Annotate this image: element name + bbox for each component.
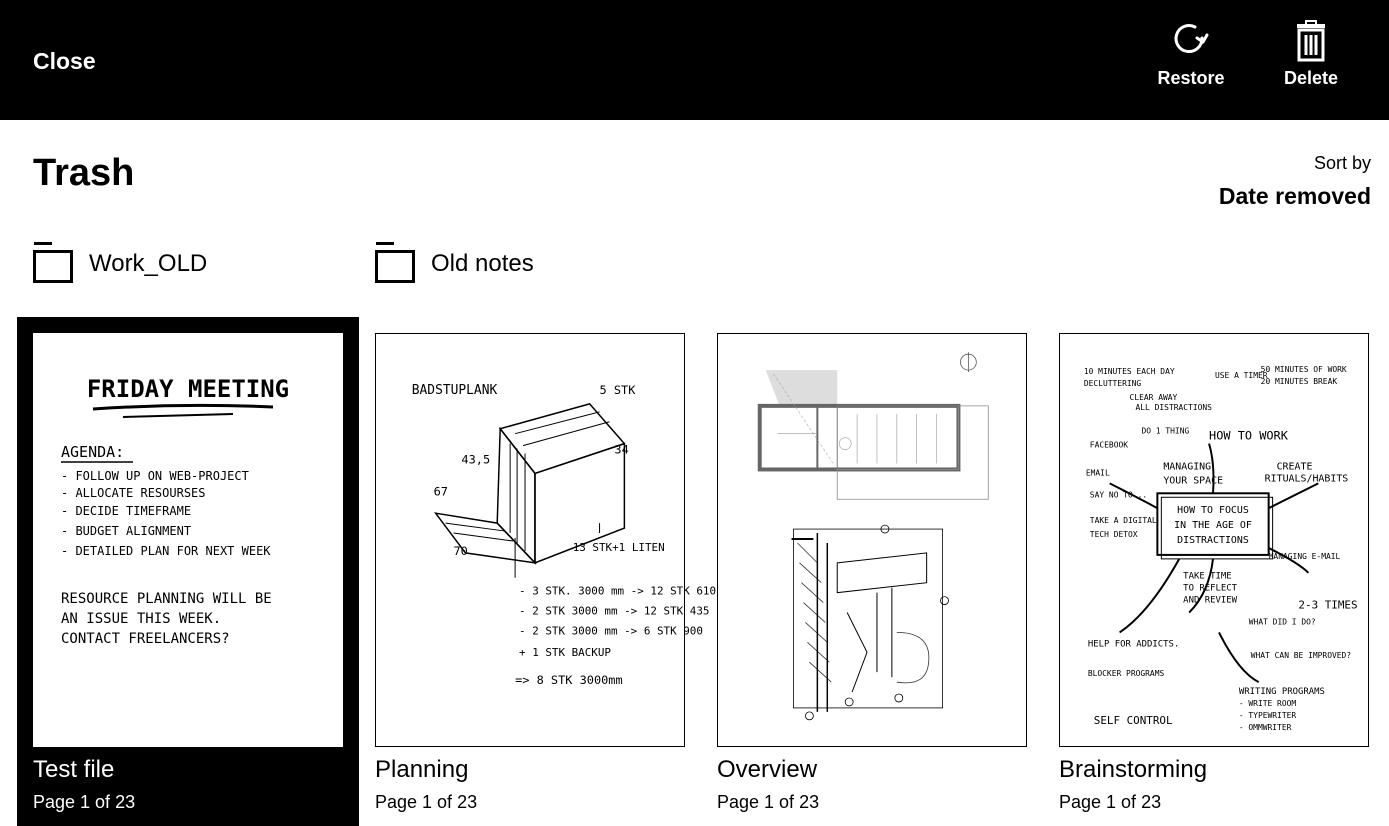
file-thumbnail [717, 333, 1027, 747]
sketch-line: CONTACT FREELANCERS? [61, 631, 230, 647]
restore-label: Restore [1157, 68, 1225, 88]
sketch-line: - BUDGET ALIGNMENT [61, 524, 192, 538]
folder-icon [375, 242, 417, 284]
sketch-line: => 8 STK 3000mm [515, 673, 623, 688]
file-card-brainstorming[interactable] [1043, 317, 1385, 826]
sketch-note: EMAIL [1085, 468, 1110, 478]
restore-icon [1169, 18, 1213, 62]
sketch-note: - TYPEWRITER [1238, 710, 1297, 720]
sketch-line: - ALLOCATE RESOURSES [61, 486, 206, 500]
floorplan-sketch [718, 334, 1026, 746]
file-page-count: Page 1 of 23 [33, 792, 136, 812]
file-thumbnail [33, 333, 343, 747]
sketch-center: DISTRACTIONS [1177, 534, 1249, 546]
sketch-note: 2-3 TIMES [1298, 598, 1358, 612]
delete-button[interactable] [1266, 18, 1356, 89]
file-page-count: Page 1 of 23 [375, 792, 478, 812]
file-card-planning[interactable] [359, 317, 717, 826]
sketch-note: 10 MINUTES EACH DAY [1083, 367, 1175, 377]
folder-name: Work_OLD [89, 250, 208, 277]
close-button[interactable]: Close [33, 48, 96, 74]
folder-item[interactable] [375, 242, 675, 284]
sketch-line: - DECIDE TIMEFRAME [61, 504, 192, 518]
sketch-label: 70 [453, 543, 468, 558]
sketch-label: 43,5 [461, 452, 491, 467]
file-thumbnail [1059, 333, 1369, 747]
sketch-note: SELF CONTROL [1093, 713, 1173, 727]
sketch-note: 20 MINUTES BREAK [1260, 377, 1338, 387]
sketch-label: 13 STK+1 LITEN [572, 540, 665, 554]
file-card-overview[interactable] [701, 317, 1043, 826]
sketch-note: DO 1 THING [1141, 426, 1190, 436]
sketch-note: FACEBOOK [1089, 440, 1129, 450]
delete-label: Delete [1283, 68, 1339, 88]
sketch-line: + 1 STK BACKUP [519, 646, 612, 660]
sketch-note: TAKE TIME [1183, 571, 1232, 582]
file-title: Test file [33, 756, 115, 783]
file-page-count: Page 1 of 23 [717, 792, 820, 812]
sketch-note: CLEAR AWAY [1129, 392, 1178, 402]
sketch-note: DECLUTTERING [1083, 379, 1142, 388]
sketch-line: RESOURCE PLANNING WILL BE [61, 591, 272, 607]
file-card-test-file[interactable] [17, 317, 359, 826]
top-toolbar [0, 0, 1389, 120]
sketch-note: CREATE [1276, 461, 1313, 473]
sketch-note: AND REVIEW [1183, 595, 1238, 606]
sketch-note: ALL DISTRACTIONS [1135, 402, 1212, 412]
sketch-note: HELP FOR ADDICTS. [1087, 639, 1180, 650]
sketch-heading: BADSTUPLANK [411, 382, 498, 398]
sketch-note: WRITING PROGRAMS [1238, 687, 1325, 697]
sketch-agenda: AGENDA: [61, 443, 125, 461]
restore-button[interactable] [1146, 18, 1236, 89]
sketch-note: 50 MINUTES OF WORK [1260, 365, 1347, 375]
folder-icon [33, 242, 75, 284]
sketch-note: TO REFLECT [1183, 583, 1238, 594]
sketch-note: SAY NO TO... [1089, 490, 1148, 500]
sketch-note: WHAT CAN BE IMPROVED? [1250, 651, 1352, 661]
mindmap-sketch [1060, 334, 1368, 746]
sketch-note: BLOCKER PROGRAMS [1087, 669, 1165, 679]
sketch-note: RITUALS/HABITS [1264, 473, 1349, 485]
sketch-heading: FRIDAY MEETING [86, 375, 290, 403]
sketch-note: USE A TIMER [1214, 371, 1268, 381]
sketch-note: YOUR SPACE [1163, 475, 1224, 487]
sketch-note: TAKE A DIGITAL [1089, 516, 1157, 526]
sketch-note: TECH DETOX [1089, 530, 1138, 540]
file-title: Brainstorming [1059, 756, 1208, 783]
sketch-note: - OMMWRITER [1238, 722, 1292, 732]
sketch-note: MANAGING [1163, 461, 1212, 473]
folder-name: Old notes [431, 250, 534, 277]
file-page-count: Page 1 of 23 [1059, 792, 1162, 812]
planning-sketch [376, 334, 717, 746]
sketch-line: - 2 STK 3000 mm -> 6 STK 900 [519, 624, 703, 638]
sketch-note: WHAT DID I DO? [1248, 617, 1316, 627]
sketch-line: - FOLLOW UP ON WEB-PROJECT [61, 469, 249, 483]
sketch-line: - DETAILED PLAN FOR NEXT WEEK [61, 544, 271, 558]
sketch-line: - 3 STK. 3000 mm -> 12 STK 610 [519, 584, 717, 598]
sketch-label: 34 [614, 442, 629, 457]
sketch-note: HOW TO WORK [1209, 428, 1288, 443]
folder-item[interactable] [33, 242, 333, 284]
sketch-line: AN ISSUE THIS WEEK. [61, 611, 222, 627]
sketch-label: 5 STK [599, 382, 636, 397]
trash-icon [1289, 18, 1333, 62]
sort-by-selector[interactable]: Date removed [1218, 183, 1371, 209]
sketch-note: MANAGING E-MAIL [1268, 551, 1341, 561]
sort-by-label: Sort by [1313, 153, 1371, 173]
page-title: Trash [33, 152, 135, 194]
file-title: Planning [375, 756, 469, 783]
sketch-center: HOW TO FOCUS [1177, 505, 1249, 517]
sketch-line: - 2 STK 3000 mm -> 12 STK 435 [519, 604, 710, 618]
note-sketch [33, 333, 343, 747]
file-title: Overview [717, 756, 818, 783]
sketch-note: - WRITE ROOM [1238, 698, 1297, 708]
file-thumbnail [375, 333, 717, 747]
sketch-center: IN THE AGE OF [1174, 520, 1252, 532]
sketch-label: 67 [433, 484, 448, 499]
